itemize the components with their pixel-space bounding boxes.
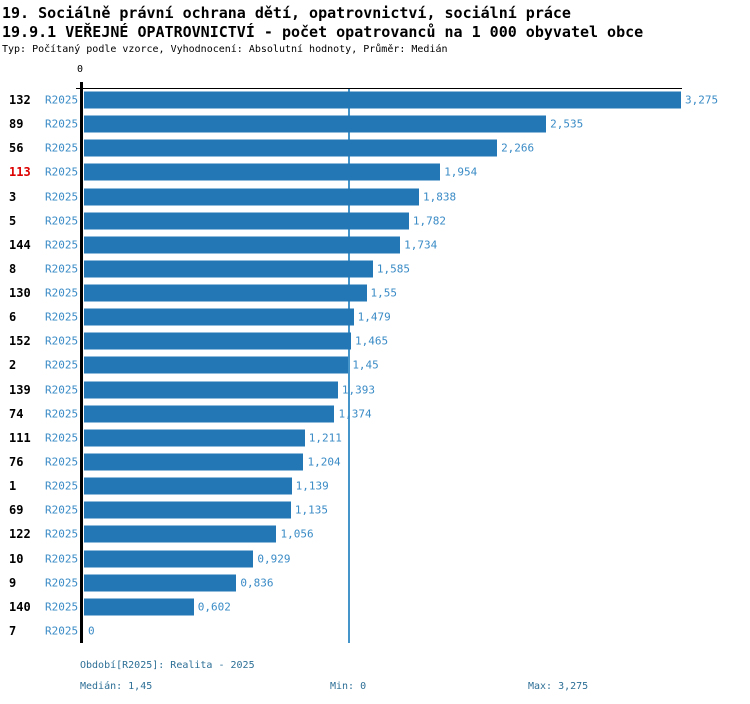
chart-row: [0, 353, 750, 377]
row-bar: [84, 92, 681, 109]
row-code-label: 76: [9, 455, 24, 470]
row-period-label: R2025: [45, 455, 79, 469]
row-code-label: 1: [9, 479, 17, 494]
row-value-label: 1,55: [370, 286, 398, 300]
chart-row: [0, 426, 750, 450]
row-code-label: 10: [9, 551, 24, 566]
row-value-label: 2,266: [501, 141, 535, 155]
row-bar: [84, 357, 348, 374]
chart-row: [0, 257, 750, 281]
row-value-label: 0,929: [257, 552, 291, 566]
chart-row: [0, 450, 750, 474]
row-value-label: 1,465: [355, 334, 389, 348]
row-value-label: 1,211: [308, 431, 342, 445]
row-bar: [84, 333, 351, 350]
row-period-label: R2025: [45, 334, 79, 348]
row-period-label: R2025: [45, 431, 79, 445]
row-period-label: R2025: [45, 165, 79, 179]
row-code-label: 111: [9, 430, 31, 445]
row-period-label: R2025: [45, 479, 79, 493]
row-value-label: 1,954: [444, 165, 478, 179]
row-period-label: R2025: [45, 624, 79, 638]
row-value-label: 1,135: [294, 503, 329, 517]
row-code-label: 56: [9, 141, 24, 156]
chart-row: [0, 522, 750, 546]
row-bar: [84, 309, 354, 326]
footer-min-stat: Min: 0: [330, 681, 367, 692]
row-period-label: R2025: [45, 503, 79, 517]
row-value-label: 2,535: [550, 117, 584, 131]
row-value-label: 1,393: [341, 383, 376, 397]
row-code-label: 140: [9, 599, 31, 614]
chart-title: 19.9.1 VEŘEJNÉ OPATROVNICTVÍ - počet opatrovanců na 1 000 obyvatel obce: [2, 23, 644, 41]
row-period-label: R2025: [45, 527, 79, 541]
row-period-label: R2025: [45, 262, 79, 276]
chart-row: [0, 112, 750, 136]
row-code-label: 139: [9, 382, 31, 397]
row-code-label: 8: [9, 261, 17, 276]
row-period-label: R2025: [45, 600, 79, 614]
row-bar: [84, 478, 292, 495]
chart-row: [0, 546, 750, 570]
row-code-label: 122: [9, 527, 31, 542]
row-code-label: 74: [9, 406, 24, 421]
row-code-label: 69: [9, 503, 24, 518]
row-code-label: 5: [9, 213, 17, 228]
footer-period-line: Období[R2025]: Realita - 2025: [80, 660, 255, 671]
chart-row: [0, 281, 750, 305]
row-bar: [84, 454, 303, 471]
chart-row: [0, 571, 750, 595]
footer-max-stat: Max: 3,275: [528, 681, 589, 692]
row-value-label: 1,45: [352, 358, 379, 372]
page-title: 19. Sociálně právní ochrana dětí, opatrovnictví, sociální práce: [2, 4, 571, 22]
row-period-label: R2025: [45, 93, 79, 107]
row-value-label: 0: [88, 624, 95, 638]
chart-row: [0, 329, 750, 353]
chart-row: [0, 402, 750, 426]
row-bar: [84, 574, 236, 591]
row-bar: [84, 116, 546, 133]
row-period-label: R2025: [45, 190, 79, 204]
x-axis-tick-zero: 0: [76, 64, 84, 75]
row-bar: [84, 212, 409, 229]
row-bar: [84, 502, 291, 519]
chart-row: [0, 209, 750, 233]
row-period-label: R2025: [45, 286, 79, 300]
row-code-label: 6: [9, 310, 17, 325]
row-bar: [84, 260, 373, 277]
row-code-label: 89: [9, 117, 24, 132]
row-value-label: 1,139: [295, 479, 329, 493]
row-code-label: 132: [9, 93, 31, 108]
row-bar: [84, 526, 276, 543]
chart-row: [0, 305, 750, 329]
bar-chart: [0, 88, 750, 644]
row-value-label: 1,479: [357, 310, 391, 324]
chart-row: [0, 160, 750, 184]
chart-row: [0, 498, 750, 522]
row-value-label: 0,836: [240, 576, 274, 590]
chart-row: [0, 185, 750, 209]
footer-median-stat: Medián: 1,45: [80, 681, 153, 692]
row-period-label: R2025: [45, 358, 79, 372]
row-period-label: R2025: [45, 238, 79, 252]
row-bar: [84, 140, 497, 157]
chart-row: [0, 88, 750, 112]
row-code-label: 144: [9, 237, 31, 252]
row-code-label: 113: [9, 165, 31, 180]
row-bar: [84, 188, 419, 205]
chart-row: [0, 136, 750, 160]
row-period-label: R2025: [45, 141, 79, 155]
row-code-label: 7: [9, 623, 17, 638]
row-period-label: R2025: [45, 310, 79, 324]
chart-row: [0, 378, 750, 402]
row-code-label: 152: [9, 334, 31, 349]
row-value-label: 1,056: [280, 527, 314, 541]
row-period-label: R2025: [45, 552, 79, 566]
row-bar: [84, 429, 305, 446]
row-period-label: R2025: [45, 383, 79, 397]
row-bar: [84, 598, 194, 615]
row-value-label: 1,734: [404, 238, 438, 252]
row-bar: [84, 285, 367, 302]
row-value-label: 1,374: [338, 407, 372, 421]
chart-row: [0, 233, 750, 257]
row-value-label: 0,602: [197, 600, 231, 614]
chart-row: [0, 474, 750, 498]
row-code-label: 9: [9, 575, 17, 590]
chart-row: [0, 619, 750, 643]
chart-subtitle: Typ: Počítaný podle vzorce, Vyhodnocení: Absolutní hodnoty, Průměr: Medián: [2, 44, 448, 55]
row-code-label: 130: [9, 286, 31, 301]
row-value-label: 1,585: [376, 262, 411, 276]
row-bar: [84, 405, 334, 422]
row-bar: [84, 164, 440, 181]
chart-row: [0, 595, 750, 619]
row-period-label: R2025: [45, 117, 79, 131]
row-value-label: 1,838: [423, 190, 457, 204]
row-period-label: R2025: [45, 576, 79, 590]
row-period-label: R2025: [45, 407, 79, 421]
row-bar: [84, 381, 338, 398]
row-bar: [84, 236, 400, 253]
row-value-label: 1,204: [307, 455, 341, 469]
row-value-label: 1,782: [412, 214, 446, 228]
row-period-label: R2025: [45, 214, 79, 228]
row-value-label: 3,275: [685, 93, 719, 107]
row-code-label: 2: [9, 358, 17, 373]
row-code-label: 3: [9, 189, 17, 204]
row-bar: [84, 550, 253, 567]
